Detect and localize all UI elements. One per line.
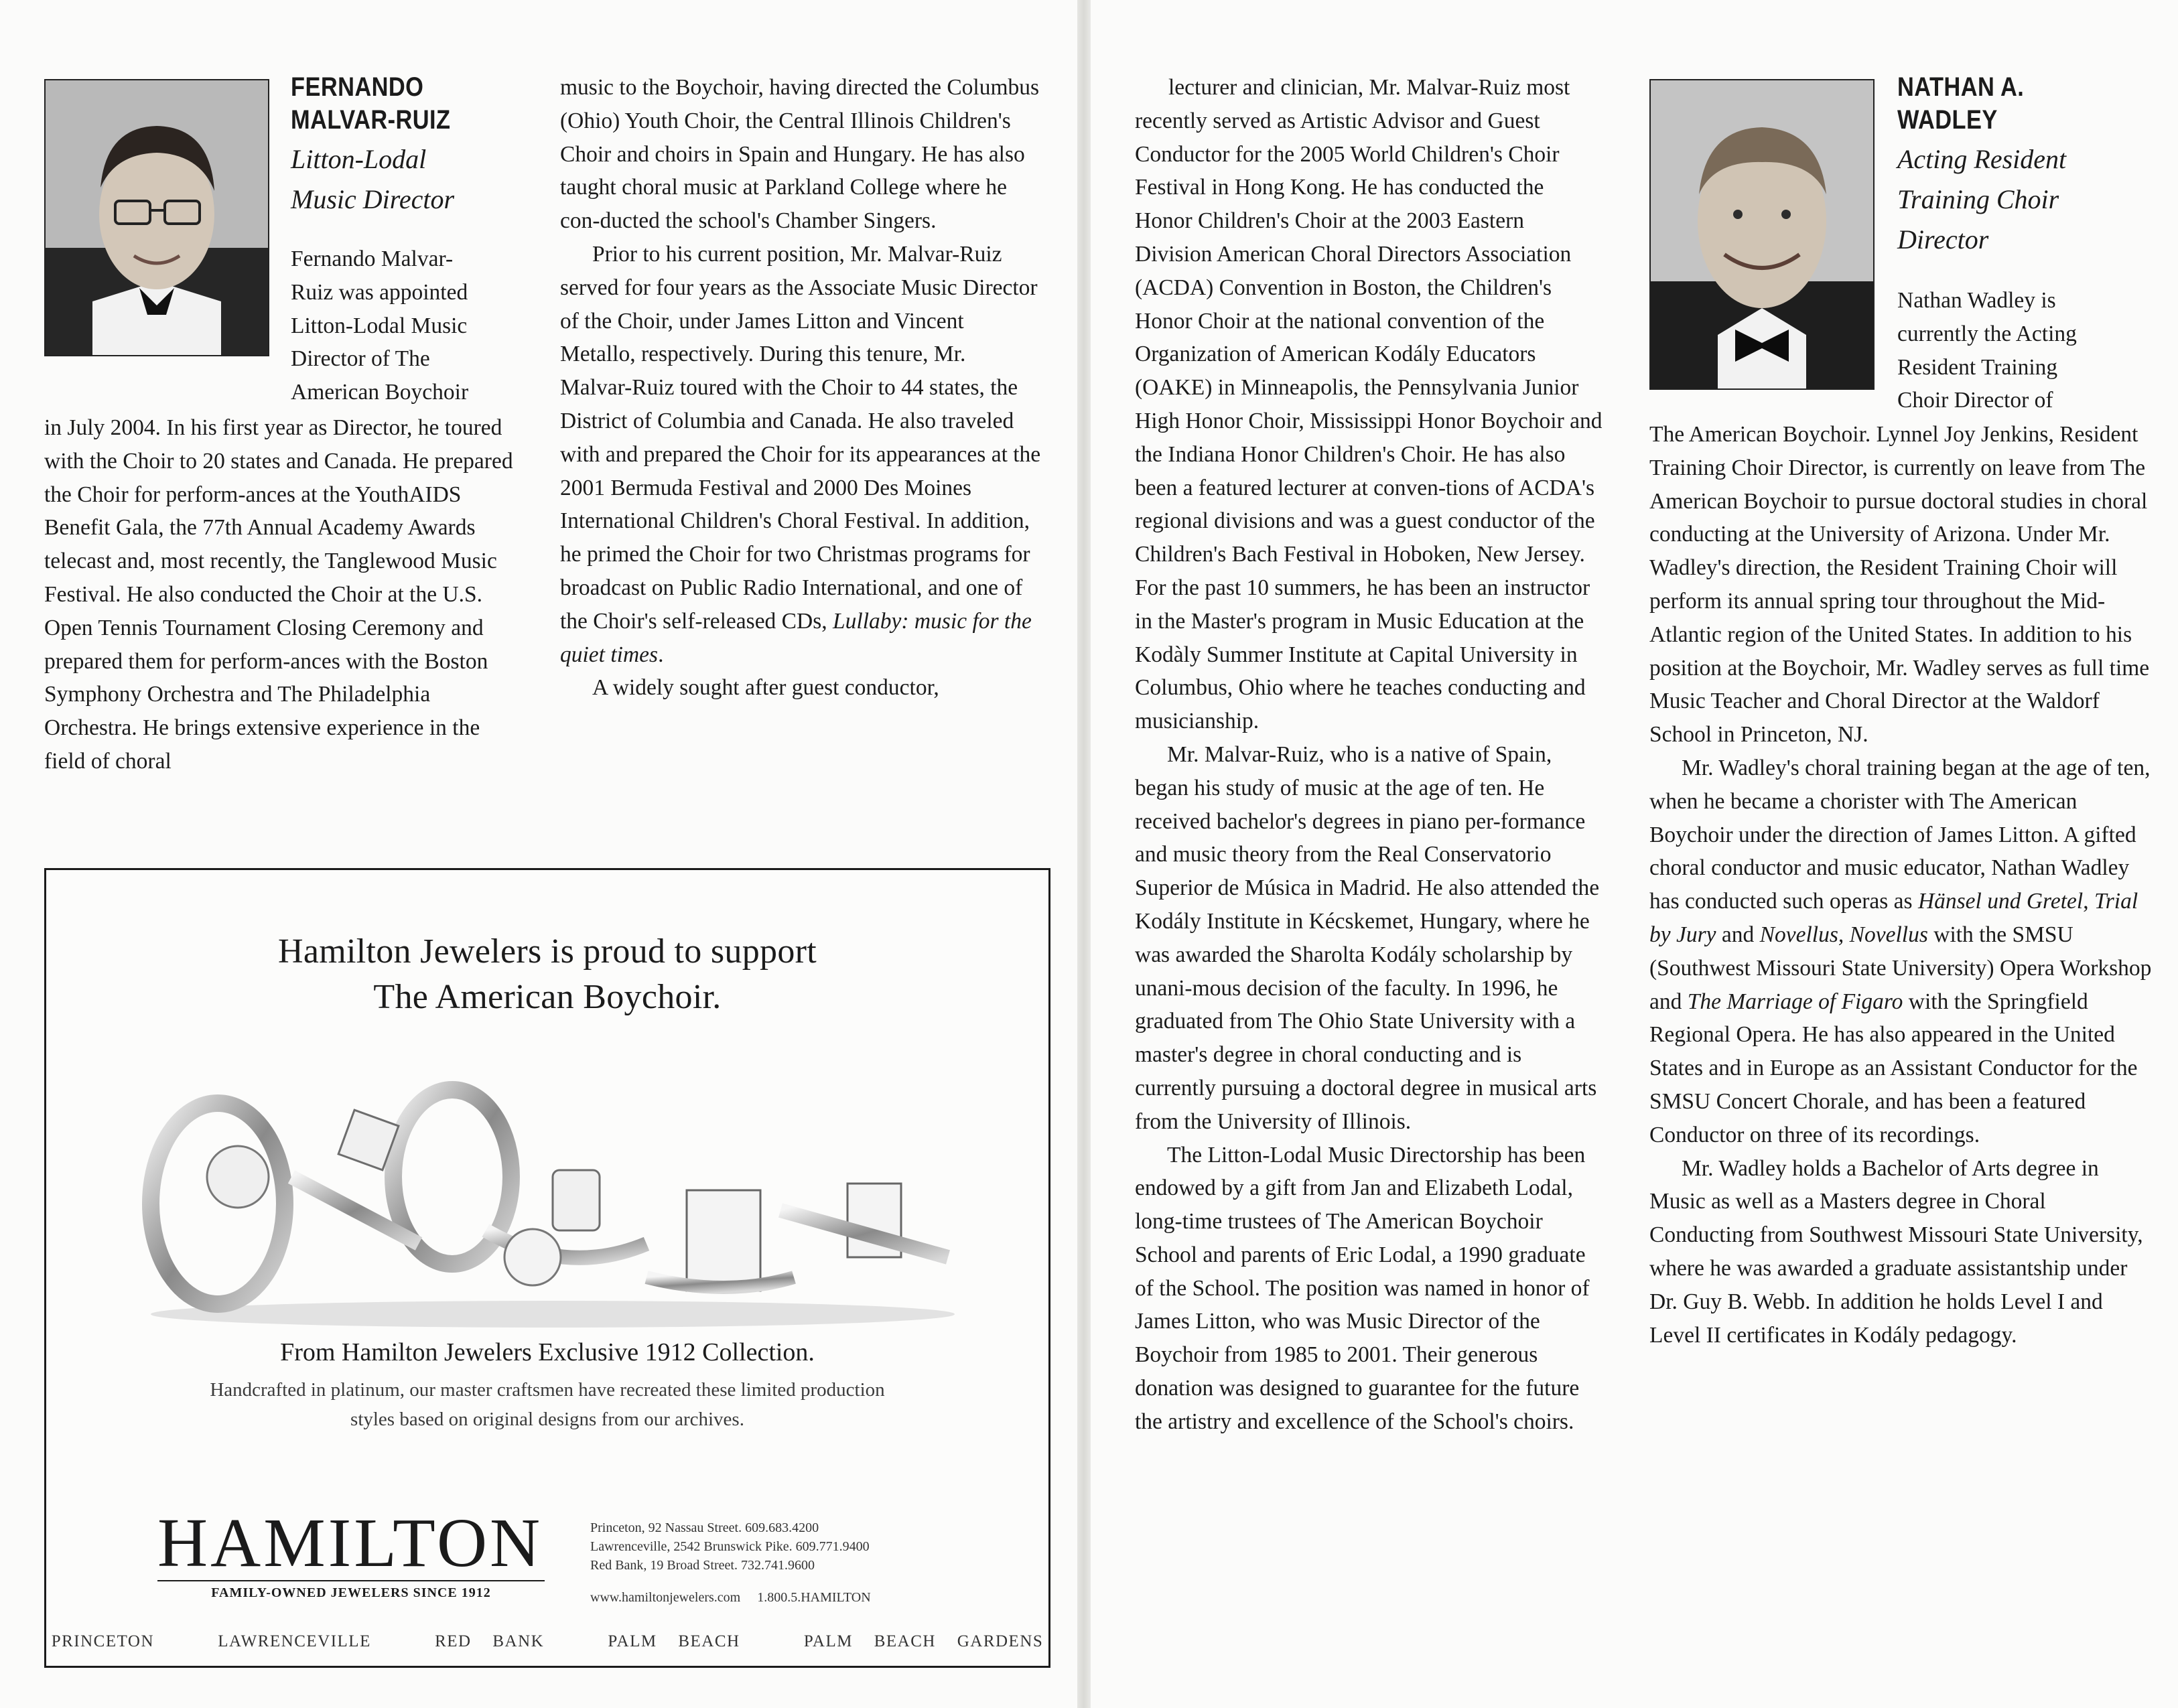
bio2-role-line3: Director [1897,224,1989,255]
bio1-role-line2: Music Director [291,184,455,214]
bio2-intro-line: currently the Acting [1897,321,2077,346]
store-address: Red Bank, 19 Broad Street. 732.741.9600 [590,1558,815,1573]
bio2-intro-line: Nathan Wadley is [1897,288,2056,313]
bio1-paragraph: A widely sought after guest conductor, [592,675,939,701]
ad-headline [46,929,1048,1020]
hamilton-logo [157,1506,545,1601]
bio2-intro-line: Resident Training [1897,354,2058,380]
bio1-name-line2: MALVAR-RUIZ [291,105,451,135]
page-gutter [1077,0,1091,1708]
bio1-column2-text [560,71,1042,705]
bio2-text-run: and [1721,922,1755,947]
bio2-heading [1897,71,2152,260]
rings-image [137,1076,968,1331]
store-address: Lawrenceville, 2542 Brunswick Pike. 609.771.9400 [590,1539,870,1554]
bio2-role-line1: Acting Resident [1897,144,2067,174]
bio1-role-line1: Litton-Lodal [291,144,427,174]
bio1-text: . [658,642,664,667]
bio1-continued-column [1135,71,1604,1439]
bio2-paragraph [1649,752,2152,1152]
ad-headline-line: The American Boychoir. [373,978,722,1016]
ad-caption-sub-line: styles based on original designs from our archives. [350,1409,744,1430]
bio1-intro-line: Ruiz was appointed [291,279,468,305]
opera-title: Trial by Jury [1649,889,2138,947]
bio2-text-run: with the Springfield Regional Opera. He has also appeared in the United States and in Europe as an Assistant Conductor for the SMSU Concert Chorale, and has been a featured Conductor on three of its recordings. [1649,989,2138,1147]
bio1-text: Prior to his current position, Mr. Malvar-Ruiz served for four years as the Associate Music Director of the Choir, under James Litton and Vincent Metallo, respectively. During this tenure, Mr. Malvar-Ruiz toured with the Choir to 44 states, the District of Columbia and Canada. He also traveled with and prepared the Choir for its appearances at the 2001 Bermuda Festival and 2000 Des Moines International Children's Choral Festival. In addition, he primed the Choir for two Christmas programs for broadcast on Public Radio International, and one of the Choir's self-released CDs, [560,241,1041,634]
bio2-intro [1897,284,2152,417]
bio1-intro-line: Director of The [291,346,430,372]
bio1-paragraph: in July 2004. In his first year as Director, he toured with the Choir to 20 states and Canada. He prepared the Choir for perform-ances at the YouthAIDS Benefit Gala, the 77th Annual Academy Awards telecast and, most recently, the Tanglewood Music Festival. He also conducted the Choir at the U.S. Open Tennis Tournament Closing Ceremony and prepared them for perform-ances with the Boston Symphony Orchestra and The Philadelphia Orchestra. He brings extensive experience in the field of choral [44,415,513,774]
bio2-text [1649,418,2152,1352]
store-addresses [590,1518,870,1575]
bio2-paragraph: Mr. Wadley holds a Bachelor of Arts degree in Music as well as a Masters degree in Choral Conducting from Southwest Missouri State University, where he was awarded a graduate assistantship under Dr. Guy B. Webb. In addition he holds Level I and Level II certificates in Kodály pedagogy. [1649,1155,2143,1348]
hamilton-jewelers-ad [44,868,1050,1668]
ad-caption: From Hamilton Jewelers Exclusive 1912 Collection. [280,1338,815,1366]
bio1-intro-line: Litton-Lodal Music [291,313,468,338]
bio2-role-line2: Training Choir [1897,184,2059,214]
logo-wordmark: HAMILTON [157,1504,543,1581]
store-address: Princeton, 92 Nassau Street. 609.683.4200 [590,1520,819,1535]
portrait-photo-wadley [1649,79,1875,390]
bio1-heading [291,71,492,220]
bio1-intro-line: Fernando Malvar- [291,246,454,271]
right-page [1091,0,2178,1708]
bio1-paragraph: music to the Boychoir, having directed the Columbus (Ohio) Youth Choir, the Central Illinois Children's Choir and choirs in Spain and Hungary. He has also taught choral music at Parkland College where he con-ducted the school's Chamber Singers. [560,75,1040,234]
ad-headline-line: Hamilton Jewelers is proud to support [278,932,817,971]
bio1-name-line1: FERNANDO [291,72,424,102]
bio2-intro-line: Choir Director of [1897,388,2053,413]
ad-caption-sub-line: Handcrafted in platinum, our master craftsmen have recreated these limited production [210,1379,885,1401]
portrait-photo-malvar-ruiz [44,79,269,356]
left-page [0,0,1077,1708]
bio1-paragraph: Mr. Malvar-Ruiz, who is a native of Spain, began his study of music at the age of ten. He received bachelor's degrees in piano per-formance and music theory from the Real Conservatorio Superior de Música in Madrid. He also attended the Kodály Institute in Kécskemet, Hungary, where he was awarded the Sharolta Kodály scholarship by unani-mous decision of the faculty. In 1996, he graduated from The Ohio State University with a master's degree in choral conducting and is currently pursuing a doctoral degree in musical arts from the University of Illinois. [1135,741,1600,1134]
opera-title: The Marriage of Figaro [1687,989,1903,1014]
opera-title: Hänsel und Gretel [1917,889,2084,914]
opera-title: Novellus, Novellus [1759,922,1928,947]
logo-tagline: FAMILY-OWNED JEWELERS SINCE 1912 [157,1580,545,1601]
bio1-paragraph: The Litton-Lodal Music Directorship has been endowed by a gift from Jan and Elizabeth Lodal, long-time trustees of The American Boychoir School and parents of Eric Lodal, a 1990 graduate of the School. The position was named in honor of James Litton, who was Music Director of the Boychoir from 1985 to 2001. Their generous donation was designed to guarantee for the future the artistry and excellence of the School's choirs. [1135,1142,1590,1434]
bio2-name-line2: WADLEY [1897,105,1998,135]
bio2-text-run: with the SMSU (Southwest Missouri State University) Opera Workshop and [1649,922,2152,1014]
bio1-column1-text [44,411,513,778]
bio1-intro [291,242,512,409]
ad-caption-sub [46,1375,1048,1434]
bio2-text-run: , [2083,889,2089,914]
bio2-paragraph: The American Boychoir. Lynnel Joy Jenkins, Resident Training Choir Director, is currently on leave from The American Boychoir to pursue doctoral studies in choral conducting at the University of Arizona. Under Mr. Wadley's direction, the Resident Training Choir will perform its annual spring tour throughout the Mid-Atlantic region of the United States. In addition to his position at the Boychoir, Mr. Wadley serves as full time Music Teacher and Choral Director at the Waldorf School in Princeton, NJ. [1649,422,2150,748]
bio1-intro-line: American Boychoir [291,380,469,405]
bio1-paragraph [560,238,1042,671]
cd-title: Lullaby: music for the quiet times [560,608,1032,667]
bio2-name-line1: NATHAN A. [1897,72,2025,102]
bio1-paragraph: lecturer and clinician, Mr. Malvar-Ruiz most recently served as Artistic Advisor and Guest Conductor for the 2005 World Children's Choir Festival in Hong Kong. He has conducted the Honor Children's Choir at the 2003 Eastern Division American Choral Directors Association (ACDA) Convention in Boston, the Children's Honor Choir at the national convention of the Organization of American Kodály Educators (OAKE) in Minneapolis, the Pennsylvania Junior High Honor Choir, Mississippi Honor Boychoir and the Indiana Honor Children's Choir. He has also been a featured lecturer at conven-tions of ACDA's regional divisions and was a guest conductor of the Children's Bach Festival in Hoboken, New Jersey. For the past 10 summers, he has been an instructor in the Master's program in Music Education at the Kodàly Summer Institute at Capital University in Columbus, Ohio where he teaches conducting and musicianship. [1135,75,1603,734]
ad-web-phone: www.hamiltonjewelers.com 1.800.5.HAMILTON [590,1590,871,1605]
ad-cities: PRINCETON LAWRENCEVILLE RED BANK PALM BEACH PALM BEACH GARDENS [51,1632,1044,1650]
bio2-text-run: Mr. Wadley's choral training began at the age of ten, when he became a chorister with The American Boychoir under the direction of James Litton. A gifted choral conductor and music educator, Nathan Wadley has conducted such operas as [1649,755,2151,914]
